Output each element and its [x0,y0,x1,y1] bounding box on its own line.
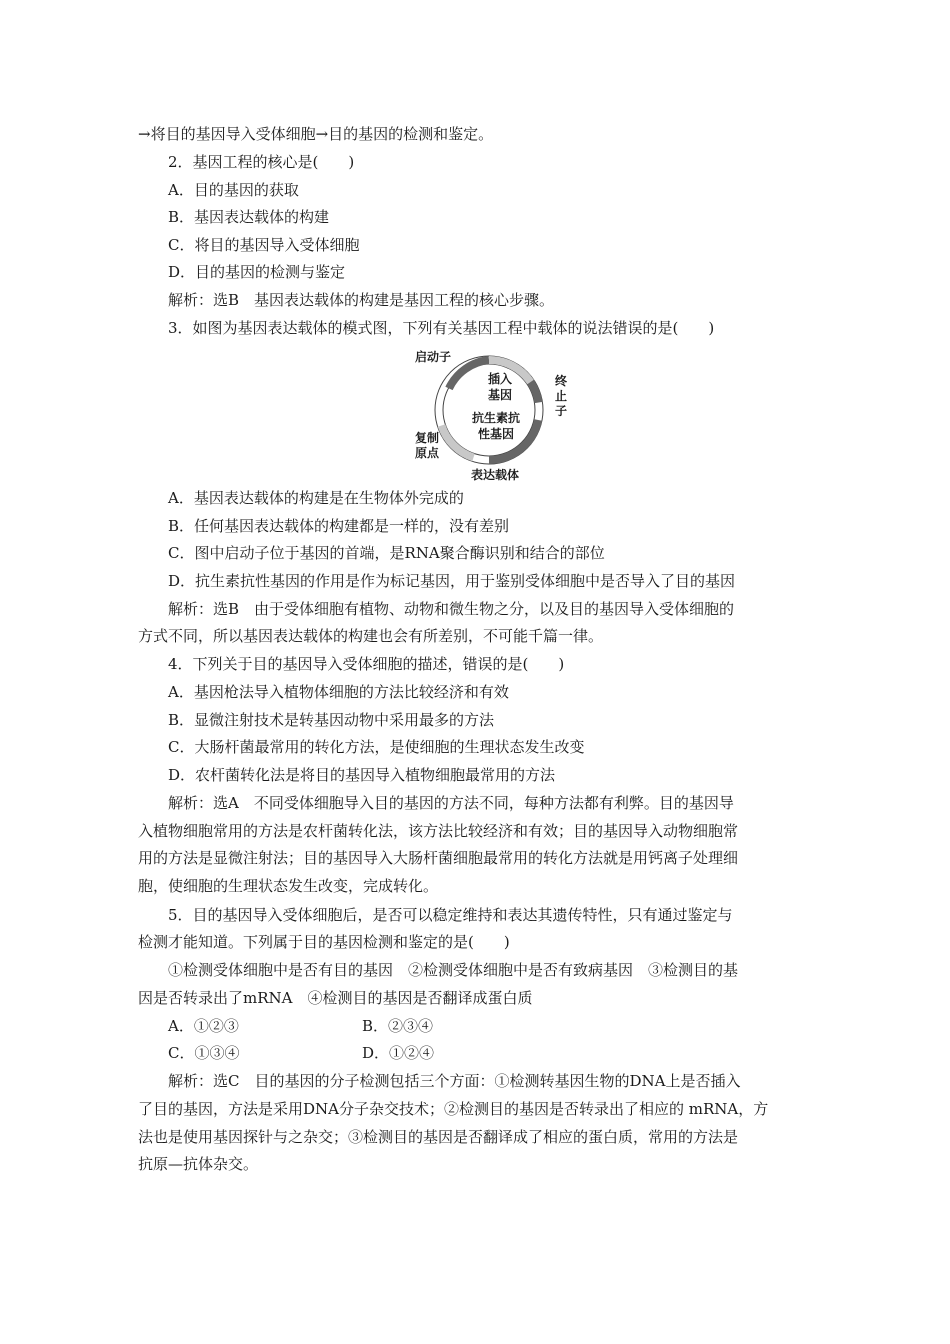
question-4-option-a: A．基因枪法导入植物体细胞的方法比较经济和有效 [168,683,509,701]
question-4-answer-line-1: 解析：选A 不同受体细胞导入目的基因的方法不同，每种方法都有利弊。目的基因导 [168,794,734,812]
label-terminator-3: 子 [555,404,568,418]
question-2-option-a: A．目的基因的获取 [168,181,299,199]
question-2-option-c: C．将目的基因导入受体细胞 [168,236,360,254]
label-origin-1: 复制 [415,431,440,445]
promoter-segment [449,360,489,388]
label-terminator-2: 止 [555,389,568,403]
question-4-answer-line-2: 入植物细胞常用的方法是农杆菌转化法，该方法比较经济和有效；目的基因导入动物细胞常 [138,822,739,840]
question-3-answer-line-1: 解析：选B 由于受体细胞有植物、动物和微生物之分，以及目的基因导入受体细胞的 [168,600,735,618]
question-5-option-a: A．①②③ [168,1017,239,1035]
question-3-option-d: D．抗生素抗性基因的作用是作为标记基因，用于鉴别受体细胞中是否导入了目的基因 [168,572,736,590]
label-antibiotic-1: 抗生素抗 [472,411,521,425]
question-5-stem-line-1: 5．目的基因导入受体细胞后，是否可以稳定维持和表达其遗传特性，只有通过鉴定与 [168,906,733,924]
question-2-answer: 解析：选B 基因表达载体的构建是基因工程的核心步骤。 [168,291,555,309]
question-5-answer-line-1: 解析：选C 目的基因的分子检测包括三个方面：①检测转基因生物的DNA上是否插入 [168,1072,741,1090]
question-2-stem: 2．基因工程的核心是( ) [168,153,355,171]
expression-vector-diagram [405,345,570,485]
text-line: →将目的基因导入受体细胞→目的基因的检测和鉴定。 [138,125,494,143]
question-5-answer-line-3: 法也是使用基因探针与之杂交；③检测目的基因是否翻译成了相应的蛋白质，常用的方法是 [138,1128,739,1146]
label-antibiotic-2: 性基因 [478,427,515,441]
question-3-option-b: B．任何基因表达载体的构建都是一样的，没有差别 [168,517,510,535]
question-3-stem: 3．如图为基因表达载体的模式图，下列有关基因工程中载体的说法错误的是( ) [168,319,715,337]
question-3-option-c: C．图中启动子位于基因的首端，是RNA聚合酶识别和结合的部位 [168,544,605,562]
label-insert-gene-2: 基因 [488,388,513,402]
origin-segment [442,426,474,458]
diagram-caption: 表达载体 [471,468,520,482]
question-4-answer-line-3: 用的方法是显微注射法；目的基因导入大肠杆菌细胞最常用的转化方法就是用钙离子处理细 [138,849,739,867]
question-2-option-b: B．基因表达载体的构建 [168,208,330,226]
question-5-answer-line-4: 抗原—抗体杂交。 [138,1155,259,1173]
question-4-option-c: C．大肠杆菌最常用的转化方法，是使细胞的生理状态发生改变 [168,738,585,756]
label-origin-2: 原点 [415,446,440,460]
question-3-answer-line-2: 方式不同，所以基因表达载体的构建也会有所差别，不可能千篇一律。 [138,627,604,645]
question-5-items-line-1: ①检测受体细胞中是否有目的基因 ②检测受体细胞中是否有致病基因 ③检测目的基 [168,961,739,979]
label-promoter: 启动子 [415,350,452,364]
question-2-option-d: D．目的基因的检测与鉴定 [168,263,346,281]
question-3-option-a: A．基因表达载体的构建是在生物体外完成的 [168,489,464,507]
question-5-answer-line-2: 了目的基因，方法是采用DNA分子杂交技术；②检测目的基因是否转录出了相应的 mRNA，方 [138,1100,769,1118]
question-5-option-c: C．①③④ [168,1044,240,1062]
question-5-items-line-2: 因是否转录出了mRNA ④检测目的基因是否翻译成蛋白质 [138,989,533,1007]
question-5-stem-line-2: 检测才能知道。下列属于目的基因检测和鉴定的是( ) [138,933,510,951]
question-5-option-b: B．②③④ [362,1017,434,1035]
label-terminator-1: 终 [555,374,568,388]
question-4-stem: 4．下列关于目的基因导入受体细胞的描述，错误的是( ) [168,655,565,673]
question-4-answer-line-4: 胞，使细胞的生理状态发生改变，完成转化。 [138,877,439,895]
question-5-option-d: D．①②④ [362,1044,435,1062]
question-4-option-d: D．农杆菌转化法是将目的基因导入植物细胞最常用的方法 [168,766,556,784]
label-insert-gene-1: 插入 [488,372,513,386]
question-4-option-b: B．显微注射技术是转基因动物中采用最多的方法 [168,711,495,729]
